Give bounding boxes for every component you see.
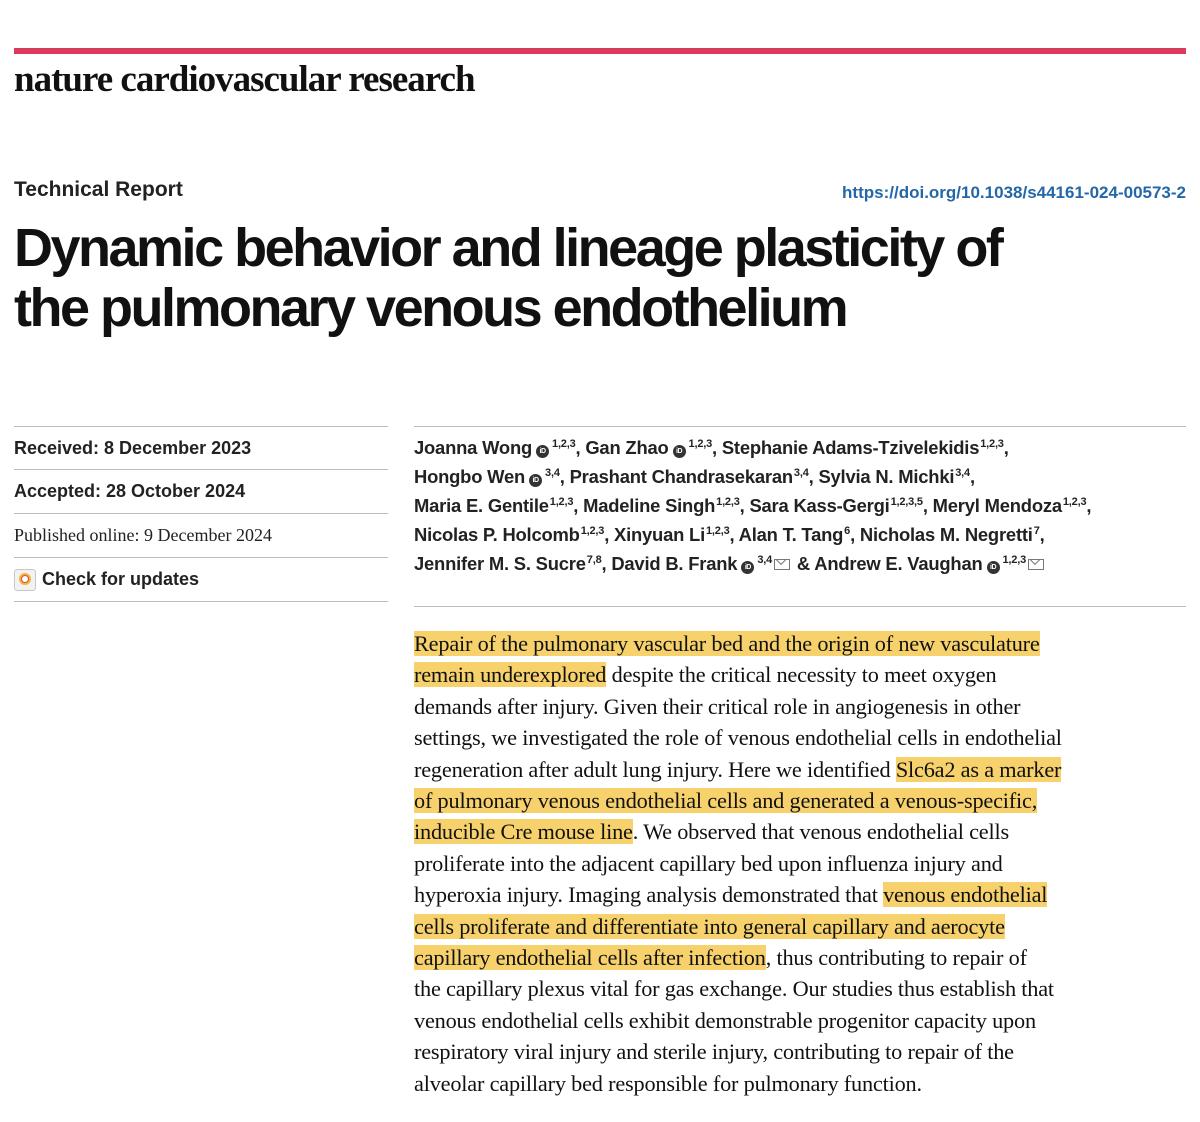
abstract-line xyxy=(414,911,1194,942)
abstract-text: despite the critical necessity to meet oxygen xyxy=(606,662,997,688)
check-for-updates-icon xyxy=(14,569,36,591)
abstract-text: hyperoxia injury. Imaging analysis demonstrated that xyxy=(414,882,884,908)
author-name[interactable]: David B. Frank xyxy=(611,553,738,574)
author-name[interactable]: Stephanie Adams-Tzivelekidis xyxy=(721,437,980,458)
check-for-updates-button[interactable] xyxy=(14,558,388,602)
author-name[interactable]: Jennifer M. S. Sucre xyxy=(414,553,586,574)
author-separator: , xyxy=(850,524,860,545)
abstract-line xyxy=(414,628,1194,659)
author-name[interactable]: Madeline Singh xyxy=(583,495,716,516)
affiliation-sup: 1,2,3,5 xyxy=(890,496,923,508)
abstract-line: settings, we investigated the role of venous endothelial cells in endothelial xyxy=(414,725,1062,751)
affiliation-sup: 1,2,3 xyxy=(1062,496,1087,508)
abstract-line xyxy=(414,879,1194,910)
author-name[interactable]: Xinyuan Li xyxy=(614,524,706,545)
author-line-1: Joanna Wong iD$^{1,2,3}$, Gan Zhao iD$^{1,2,3}$, Stephanie Adams-Tzivelekidis$^{1,2,3}$, xyxy=(414,437,1009,458)
affiliation-sup: 1,2,3 xyxy=(1002,554,1026,566)
author-line-2: Hongbo Wen iD$^{3,4}$, Prashant Chandrasekaran$^{3,4}$, Sylvia N. Michki$^{3,4}$, xyxy=(414,466,975,487)
email-icon[interactable] xyxy=(1028,559,1044,570)
article-dates xyxy=(14,426,388,602)
author-list xyxy=(414,433,1186,578)
author-line-4: Nicolas P. Holcomb$^{1,2,3}$, Xinyuan Li$^{1,2,3}$, Alan T. Tang$^6$, Nicholas M. Negretti$^7$, xyxy=(414,524,1045,545)
abstract-text: . We observed that venous endothelial cells xyxy=(632,819,1009,845)
author-name[interactable]: Nicolas P. Holcomb xyxy=(414,524,580,545)
highlighted-text: cells proliferate and differentiate into general capillary and aerocyte xyxy=(414,913,1005,939)
author-separator: , xyxy=(575,437,586,458)
author-name[interactable]: Gan Zhao xyxy=(585,437,669,458)
email-icon[interactable] xyxy=(774,559,790,570)
abstract-line: respiratory viral injury and sterile injury, contributing to repair of the xyxy=(414,1039,1014,1065)
author-name[interactable]: Maria E. Gentile xyxy=(414,495,549,516)
abstract-line xyxy=(414,816,1194,847)
accepted-date: Accepted: 28 October 2024 xyxy=(14,470,388,514)
affiliation-sup: 3,4 xyxy=(757,554,773,566)
abstract-line: the capillary plexus vital for gas exchange. Our studies thus establish that xyxy=(414,976,1054,1002)
author-name[interactable]: Prashant Chandrasekaran xyxy=(569,466,793,487)
orcid-icon[interactable]: iD xyxy=(529,474,542,487)
abstract xyxy=(414,628,1194,1099)
article-type-label: Technical Report xyxy=(14,178,183,201)
author-name[interactable]: Nicholas M. Negretti xyxy=(859,524,1033,545)
highlighted-text: Slc6a2 as a marker xyxy=(895,756,1062,782)
abstract-line: venous endothelial cells exhibit demonstrable progenitor capacity upon xyxy=(414,1007,1036,1033)
orcid-icon[interactable]: iD xyxy=(536,445,549,458)
journal-name: nature cardiovascular research xyxy=(14,59,475,100)
author-separator: , xyxy=(729,524,739,545)
title-line-1: Dynamic behavior and lineage plasticity of xyxy=(14,218,1002,278)
title-line-2: the pulmonary venous endothelium xyxy=(14,278,847,338)
affiliation-sup: 1,2,3 xyxy=(552,438,576,450)
highlighted-text: venous endothelial xyxy=(883,882,1048,908)
affiliation-sup: 1,2,3 xyxy=(980,438,1004,450)
affiliation-sup: 7,8 xyxy=(586,554,602,566)
affiliation-sup: 6 xyxy=(844,525,851,537)
abstract-line xyxy=(414,659,1194,690)
article-title xyxy=(14,218,1001,338)
affiliation-sup: 1,2,3 xyxy=(580,525,605,537)
highlighted-text: capillary endothelial cells after infection xyxy=(414,945,766,971)
abstract-text: , thus contributing to repair of xyxy=(765,945,1027,971)
abstract-line xyxy=(414,942,1194,973)
author-name[interactable]: Alan T. Tang xyxy=(738,524,844,545)
affiliation-sup: 3,4 xyxy=(545,467,560,479)
author-separator: , xyxy=(739,495,750,516)
journal-top-rule xyxy=(14,48,1186,54)
affiliation-sup: 1,2,3 xyxy=(706,525,730,537)
abstract-line: alveolar capillary bed responsible for pulmonary function. xyxy=(414,1070,922,1096)
affiliation-sup: 1,2,3 xyxy=(549,496,574,508)
author-separator: , xyxy=(922,495,933,516)
author-line-3: Maria E. Gentile$^{1,2,3}$, Madeline Singh$^{1,2,3}$, Sara Kass-Gergi$^{1,2,3,5}$, Meryl Mendoza$^{1,2,3}$, xyxy=(414,495,1092,516)
author-name[interactable]: Hongbo Wen xyxy=(414,466,526,487)
abstract-line xyxy=(414,785,1194,816)
author-line-5 xyxy=(414,549,1186,578)
affiliation-sup: 1,2,3 xyxy=(716,496,740,508)
published-date: Published online: 9 December 2024 xyxy=(14,514,388,558)
authors-bottom-divider xyxy=(414,606,1186,607)
orcid-icon[interactable]: iD xyxy=(673,445,686,458)
author-name[interactable]: Meryl Mendoza xyxy=(932,495,1062,516)
author-separator: , xyxy=(712,437,722,458)
author-separator: , xyxy=(604,524,615,545)
authors-top-divider xyxy=(414,426,1186,427)
author-separator: , xyxy=(559,466,570,487)
author-separator: , xyxy=(601,553,612,574)
affiliation-sup: 3,4 xyxy=(793,467,809,479)
highlighted-text: Repair of the pulmonary vascular bed and the origin of new vasculature xyxy=(414,631,1040,656)
abstract-line: demands after injury. Given their critical role in angiogenesis in other xyxy=(414,693,1021,719)
received-date: Received: 8 December 2023 xyxy=(14,426,388,470)
author-name[interactable]: Sara Kass-Gergi xyxy=(749,495,890,516)
abstract-text: regeneration after adult lung injury. Here we identified xyxy=(414,756,896,782)
affiliation-sup: 7 xyxy=(1033,525,1040,537)
author-name[interactable]: Sylvia N. Michki xyxy=(818,466,955,487)
abstract-line: proliferate into the adjacent capillary bed upon influenza injury and xyxy=(414,850,1003,876)
author-name[interactable]: Andrew E. Vaughan xyxy=(814,553,983,574)
affiliation-sup: 3,4 xyxy=(955,467,970,479)
author-separator: , xyxy=(573,495,584,516)
author-name[interactable]: Joanna Wong xyxy=(414,437,533,458)
doi-link[interactable]: https://doi.org/10.1038/s44161-024-00573-2 xyxy=(842,183,1186,202)
orcid-icon[interactable]: iD xyxy=(987,561,1000,574)
author-separator: & xyxy=(792,553,815,574)
abstract-line xyxy=(414,754,1194,785)
orcid-icon[interactable]: iD xyxy=(741,561,754,574)
affiliation-sup: 1,2,3 xyxy=(688,438,713,450)
highlighted-text: inducible Cre mouse line xyxy=(414,819,633,845)
highlighted-text: of pulmonary venous endothelial cells and generated a venous-specific, xyxy=(414,788,1038,814)
author-separator: , xyxy=(808,466,819,487)
check-for-updates-label: Check for updates xyxy=(42,569,200,589)
highlighted-text: remain underexplored xyxy=(414,662,607,688)
